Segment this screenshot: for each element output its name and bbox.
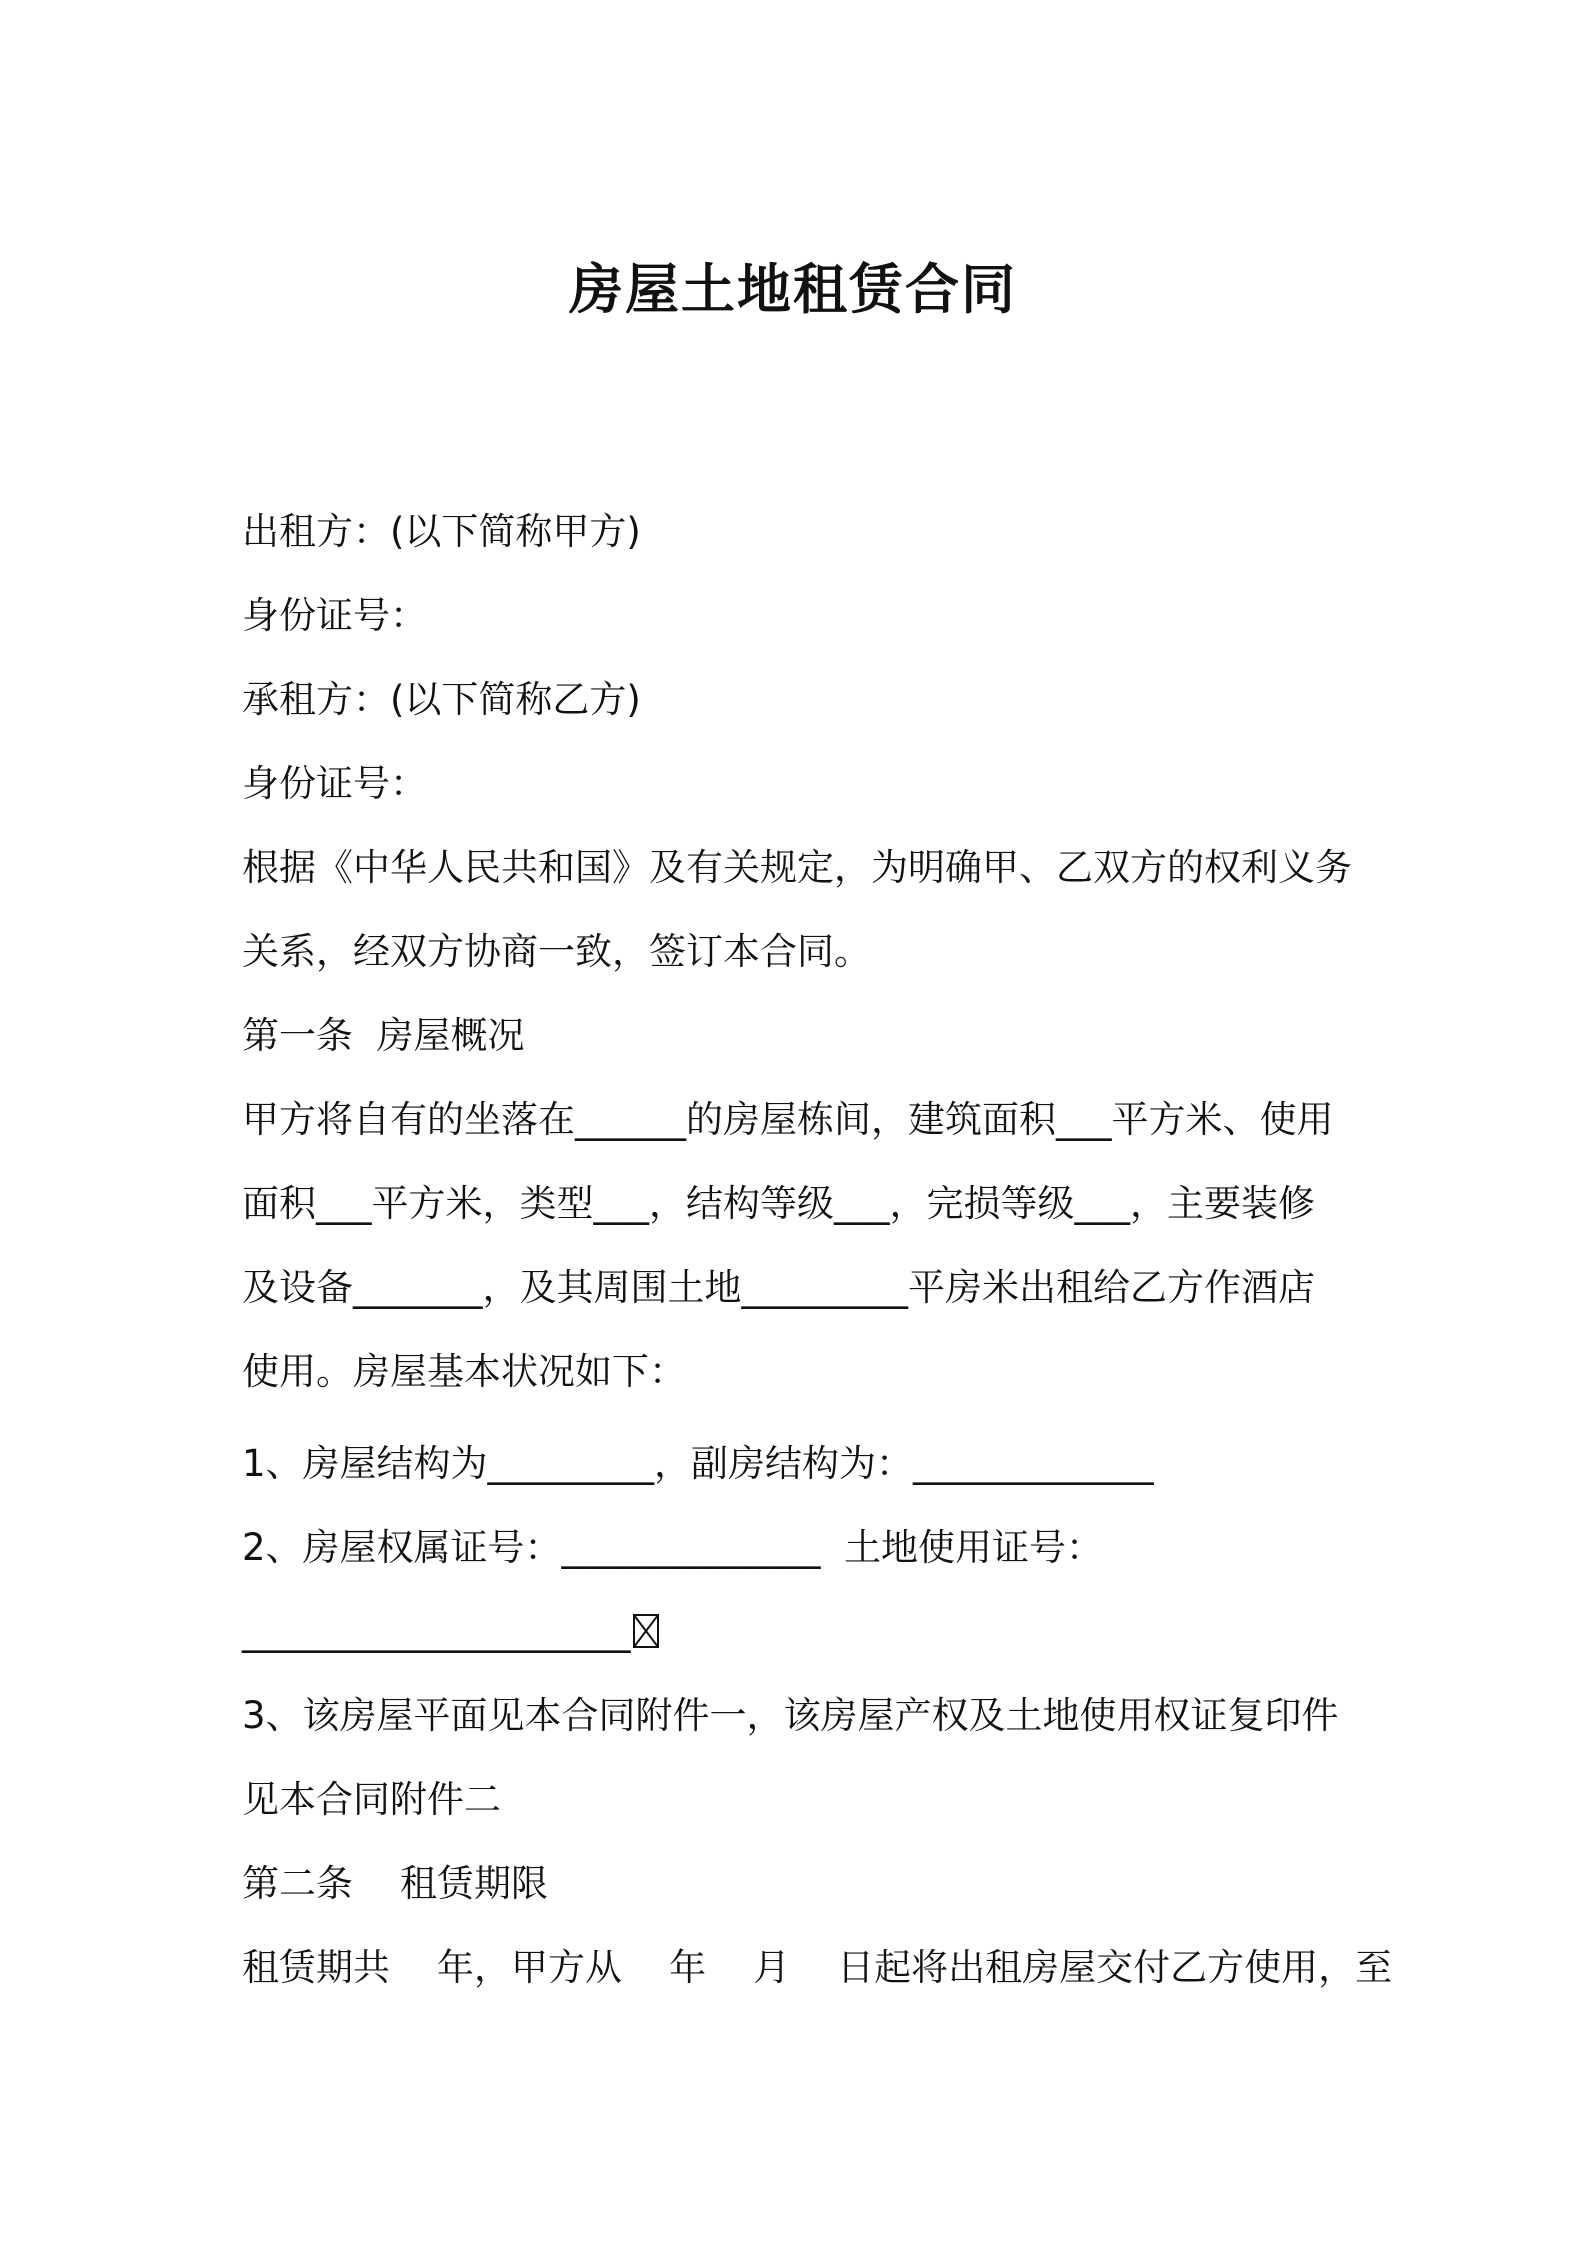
document-title: 房屋土地租赁合同	[569, 258, 1017, 321]
list-item: 2、房屋权属证号：______________ 土地使用证号：	[242, 1526, 1104, 1569]
text-line: 出租方：(以下简称甲方)	[242, 510, 641, 553]
document-body	[242, 490, 1393, 2010]
checkbox-icon	[633, 1614, 659, 1648]
text-line: 身份证号：	[242, 594, 427, 637]
section-heading: 第二条 租赁期限	[242, 1862, 549, 1905]
text-line: 关系，经双方协商一致，签订本合同。	[242, 930, 871, 973]
text-line: 及设备_______，及其周围土地_________平房米出租给乙方作酒店	[242, 1266, 1315, 1309]
text-line: 承租方：(以下简称乙方)	[242, 678, 641, 721]
text-line: 使用。房屋基本状况如下：	[242, 1350, 686, 1393]
text-line: 身份证号：	[242, 762, 427, 805]
text-line: 甲方将自有的坐落在______的房屋栋间，建筑面积___平方米、使用	[242, 1098, 1334, 1141]
list-item-continuation	[242, 1590, 1362, 1674]
list-item: 1、房屋结构为_________，副房结构为：_____________	[242, 1442, 1154, 1485]
list-item: 3、该房屋平面见本合同附件一，该房屋产权及土地使用权证复印件	[242, 1694, 1339, 1737]
blank-line: _____________________	[242, 1610, 631, 1653]
text-line: 租赁期共 年，甲方从 年 月 日起将出租房屋交付乙方使用，至	[242, 1946, 1393, 1989]
text-line: 根据《中华人民共和国》及有关规定，为明确甲、乙双方的权利义务	[242, 846, 1352, 889]
text-line: 面积___平方米，类型___，结构等级___，完损等级___，主要装修	[242, 1182, 1315, 1225]
text-line: 见本合同附件二	[242, 1778, 501, 1821]
section-heading: 第一条 房屋概况	[242, 1014, 525, 1057]
